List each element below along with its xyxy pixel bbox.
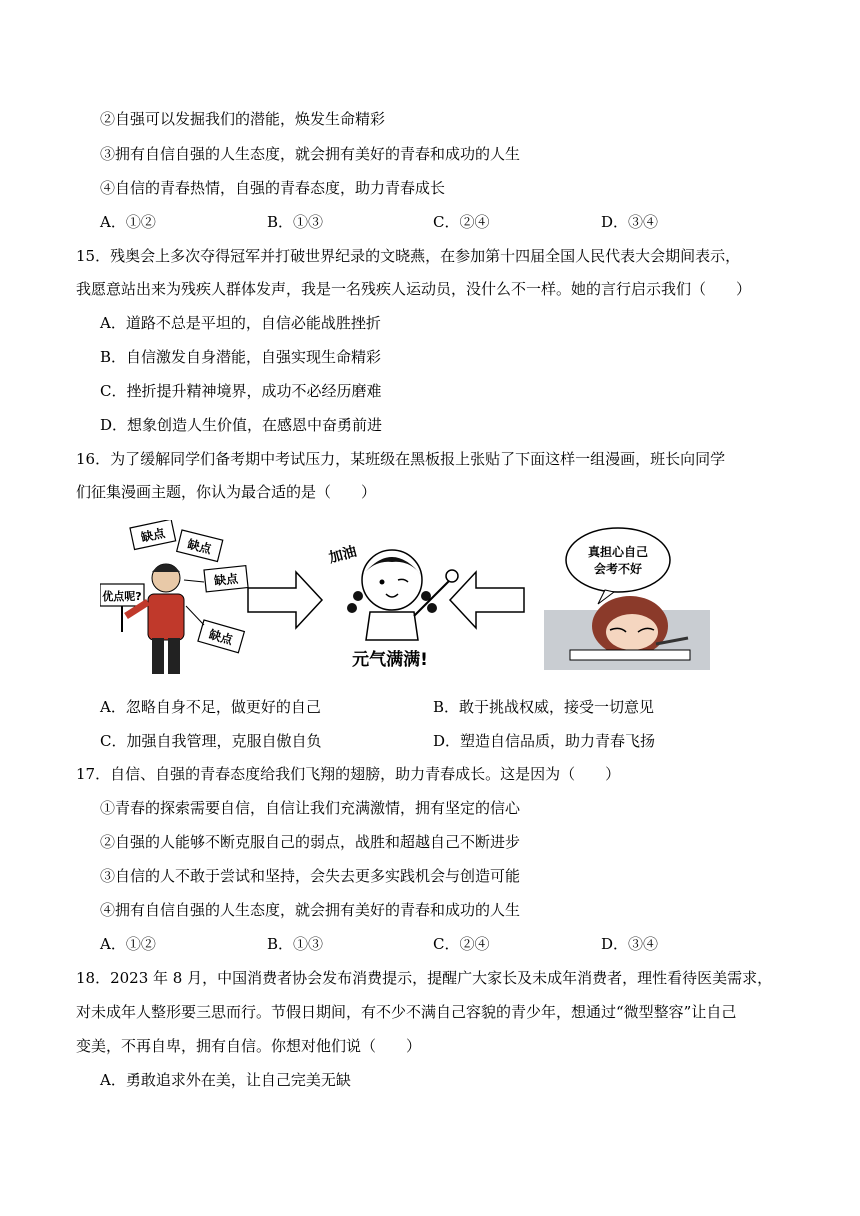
comic-strip [100, 520, 710, 680]
q14-option-c: C．②④ [433, 213, 490, 231]
q17-item-3: ③自信的人不敢于尝试和坚持，会失去更多实践机会与创造可能 [100, 867, 521, 885]
q16-stem-line-1: 16．为了缓解同学们备考期中考试压力，某班级在黑板报上张贴了下面这样一组漫画，班长向同学 [76, 450, 726, 468]
arrow-left-icon [450, 572, 524, 628]
q18-stem-line-2: 对未成年人整形要三思而行。节假日期间，有不少不满自己容貌的青少年，想通过“微型整容”让自己 [76, 1003, 737, 1021]
q15-option-a: A．道路不总是平坦的，自信必能战胜挫折 [100, 314, 381, 332]
comic-panel-girl-cheer [327, 543, 458, 670]
arrow-right-icon [248, 572, 322, 628]
comic-cheer-text: 加油 [327, 543, 359, 567]
q16-option-a: A．忽略自身不足，做更好的自己 [100, 698, 321, 716]
comic-worry-line-2: 会考不好 [593, 562, 643, 576]
q17-option-d: D．③④ [601, 935, 659, 953]
comic-tag-4: 缺点 [207, 627, 235, 648]
comic-tag-3: 缺点 [213, 571, 239, 588]
comic-energy-text: 元气满满! [352, 650, 428, 670]
q16-option-c: C．加强自我管理，克服自傲自负 [100, 732, 322, 750]
comic-tag-2: 缺点 [186, 537, 213, 557]
q17-option-a: A．①② [100, 935, 156, 953]
q18-stem-line-3: 变美，不再自卑，拥有自信。你想对他们说（ ） [76, 1037, 422, 1055]
comic-panel-boy [100, 520, 248, 674]
q16-option-b: B．敢于挑战权威，接受一切意见 [433, 698, 655, 716]
q17-stem: 17．自信、自强的青春态度给我们飞翔的翅膀，助力青春成长。这是因为（ ） [76, 765, 621, 783]
q15-option-b: B．自信激发自身潜能，自强实现生命精彩 [100, 348, 382, 366]
comic-tag-1: 缺点 [139, 526, 167, 545]
comic-worry-line-1: 真担心自己 [587, 545, 649, 559]
q14-option-b: B．①③ [267, 213, 324, 231]
q17-item-1: ①青春的探索需要自信，自信让我们充满激情，拥有坚定的信心 [100, 799, 521, 817]
q18-stem-line-1: 18．2023 年 8 月，中国消费者协会发布消费提示，提醒广大家长及未成年消费者，理性看待医美需求， [76, 969, 773, 987]
q14-item-3: ③拥有自信自强的人生态度，就会拥有美好的青春和成功的人生 [100, 145, 521, 163]
comic-sign-text: 优点呢? [102, 590, 142, 603]
q15-stem-line-2: 我愿意站出来为残疾人群体发声，我是一名残疾人运动员，没什么不一样。她的言行启示我们（ ） [76, 280, 752, 298]
q17-option-b: B．①③ [267, 935, 324, 953]
comic-panel-girl-worried [544, 528, 710, 670]
q14-option-d: D．③④ [601, 213, 659, 231]
q17-item-4: ④拥有自信自强的人生态度，就会拥有美好的青春和成功的人生 [100, 901, 521, 919]
q15-stem-line-1: 15．残奥会上多次夺得冠军并打破世界纪录的文晓燕，在参加第十四届全国人民代表大会期间表示， [76, 247, 741, 265]
q15-option-d: D．想象创造人生价值，在感恩中奋勇前进 [100, 416, 383, 434]
q17-item-2: ②自强的人能够不断克服自己的弱点，战胜和超越自己不断进步 [100, 833, 521, 851]
q15-option-c: C．挫折提升精神境界，成功不必经历磨难 [100, 382, 382, 400]
q16-option-d: D．塑造自信品质，助力青春飞扬 [433, 732, 656, 750]
q17-option-c: C．②④ [433, 935, 490, 953]
q18-option-a: A．勇敢追求外在美，让自己完美无缺 [100, 1071, 351, 1089]
q14-option-a: A．①② [100, 213, 156, 231]
q14-item-4: ④自信的青春热情，自强的青春态度，助力青春成长 [100, 179, 446, 197]
q16-stem-line-2: 们征集漫画主题，你认为最合适的是（ ） [76, 483, 377, 501]
q14-item-2: ②自强可以发掘我们的潜能，焕发生命精彩 [100, 110, 386, 128]
